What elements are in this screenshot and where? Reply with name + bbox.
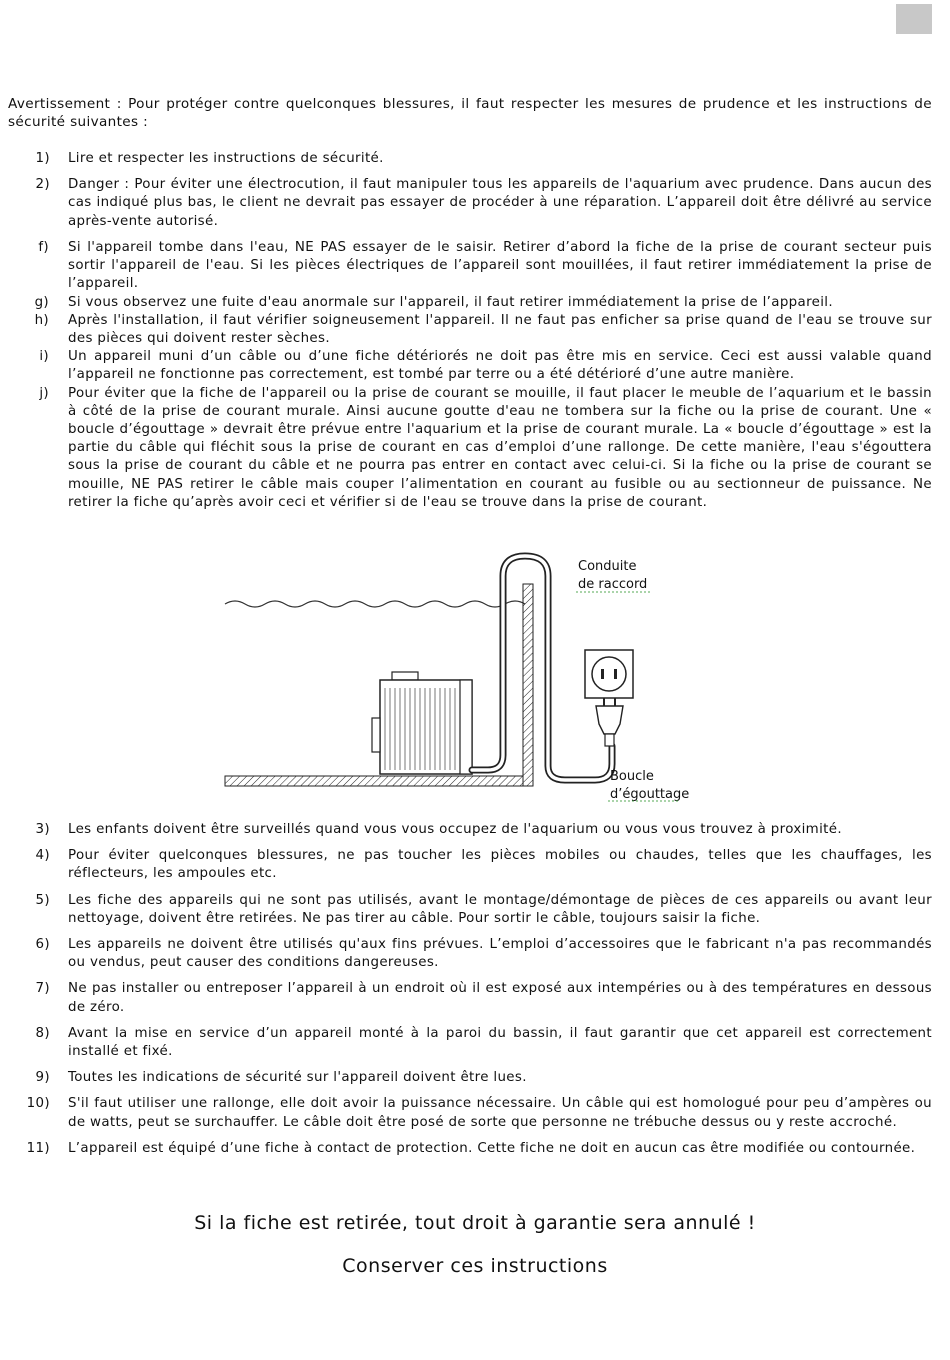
item-number: 8) (35, 1025, 50, 1041)
list-item (8, 1140, 932, 1158)
item-number: 2) (35, 177, 50, 193)
tank-floor (225, 776, 523, 786)
item-number: 3) (35, 822, 50, 837)
item-text: L’appareil est équipé d’une fiche à contact de protection. Cette fiche ne doit en aucun cas être modifiée ou contournée. (68, 1140, 916, 1156)
item-letter: g) (34, 294, 49, 310)
list-item (8, 294, 932, 312)
label-conduit-line2: de raccord (578, 577, 648, 592)
item-letter: h) (34, 312, 49, 328)
tank-wall (523, 584, 533, 786)
drip-loop-diagram (220, 548, 690, 810)
item-number: 6) (35, 937, 50, 953)
list-item (8, 892, 932, 928)
list-item (8, 348, 932, 384)
label-loop-line1: Boucle (610, 769, 654, 784)
item-text: Les fiche des appareils qui ne sont pas utilisés, avant le montage/démontage de pièces de ces appareils ou avant leur nettoyage, doivent être retirées. Ne pas tirer au câble. Pour sortir le câble, toujours saisir la fiche. (68, 892, 932, 926)
item-text: Danger : Pour éviter une électrocution, il faut manipuler tous les appareils de l'aquarium avec prudence. Dans aucun des cas indiqué plus bas, le client ne devrait pas essayer de procéder à une réparation. L’appareil doit être délivré au service après-vente autorisé. (68, 177, 932, 229)
instruction-list-top (8, 150, 932, 231)
item-text: Pour éviter que la fiche de l'appareil ou la prise de courant se mouille, il faut placer le meuble de l’aquarium et le bassin à côté de la prise de courant murale. Ainsi aucune goutte d'eau ne tombera sur la fiche ou la prise de courant. Une « boucle d’égouttage » devrait être prévue entre l'aquarium et la prise de courant murale. La « boucle d’égouttage » est la partie du câble qui fléchit sous la prise de courant en cas d’emploi d’une rallonge. De cette manière, l'eau s'égouttera sous la prise de courant du câble et ne pourra pas entrer en contact avec celui-ci. Si la fiche ou la prise de courant se mouille, NE PAS retirer le câble mais couper l’alimentation en courant au fusible ou au sectionneur de puissance. Ne retirer la fiche qu’après avoir ceci et vérifier si de l'eau se trouve dans la prise de courant. (68, 385, 932, 510)
item-text: Pour éviter quelconques blessures, ne pas toucher les pièces mobiles ou chaudes, telles que les chauffages, les réflecteurs, les ampoules etc. (68, 848, 932, 882)
item-text: Avant la mise en service d’un appareil monté à la paroi du bassin, il faut garantir que cet appareil est correctement installé et fixé. (68, 1025, 932, 1060)
label-loop-line2: d’égouttage (610, 787, 690, 802)
item-letter: i) (39, 349, 49, 365)
label-conduit-line1: Conduite (578, 559, 637, 574)
list-item (8, 821, 932, 839)
list-item (8, 312, 932, 348)
keep-instructions-note: Conserver ces instructions (342, 1255, 608, 1277)
item-text: Un appareil muni d’un câble ou d’une fiche détériorés ne doit pas être mis en service. Ceci est aussi valable quand l’appareil ne fonctionne pas correctement, est tombé par terre ou a été détérioré d’une autre manière. (68, 349, 932, 383)
item-text: Lire et respecter les instructions de sécurité. (68, 151, 384, 166)
item-text: Si l'appareil tombe dans l'eau, NE PAS essayer de le saisir. Retirer d’abord la fiche de la prise de courant secteur puis sortir l'appareil de l'eau. Si les pièces électriques de l’appareil sont mouillées, il faut retirer immédiatement la prise de l’appareil. (68, 240, 932, 292)
list-item (8, 1095, 932, 1131)
list-item (8, 1025, 932, 1061)
item-number: 10) (26, 1096, 50, 1112)
list-item (8, 847, 932, 883)
item-number: 5) (35, 892, 50, 908)
item-text: Après l'installation, il faut vérifier soigneusement l'appareil. Il ne faut pas enficher sa prise quand de l'eau se trouve sur des pièces qui doivent rester sèches. (68, 312, 932, 347)
list-item (8, 150, 932, 168)
list-item (8, 176, 932, 231)
list-item (8, 980, 932, 1016)
warning-intro: Avertissement : Pour protéger contre quelconques blessures, il faut respecter les mesures de prudence et les instructions de sécurité suivantes : (8, 96, 932, 130)
item-number: 11) (26, 1140, 50, 1156)
instruction-list-bottom (8, 821, 932, 1158)
warranty-warning: Si la fiche est retirée, tout droit à garantie sera annulé ! (194, 1212, 756, 1234)
item-letter: j) (39, 385, 49, 401)
item-number: 1) (35, 151, 50, 166)
item-text: Ne pas installer ou entreposer l’appareil à un endroit où il est exposé aux intempéries ou à des températures en dessous de zéro. (68, 981, 932, 1015)
list-item (8, 936, 932, 972)
item-number: 7) (35, 981, 50, 997)
corner-marker (896, 4, 932, 34)
drip-loop-illustration (220, 548, 690, 810)
item-number: 9) (35, 1070, 50, 1086)
plug-icon (596, 698, 623, 746)
item-text: Les enfants doivent être surveillés quand vous vous occupez de l'aquarium ou vous vous trouvez à proximité. (68, 822, 842, 837)
item-text: Les appareils ne doivent être utilisés qu'aux fins prévues. L’emploi d’accessoires que le fabricant n'a pas recommandés ou vendus, peut causer des conditions dangereuses. (68, 937, 932, 971)
list-item (8, 385, 932, 512)
item-number: 4) (35, 848, 50, 864)
list-item (8, 239, 932, 294)
list-item (8, 1069, 932, 1087)
wall-socket-icon (585, 650, 633, 698)
item-letter: f) (38, 240, 49, 255)
instruction-sublist (8, 239, 932, 512)
item-text: Toutes les indications de sécurité sur l'appareil doivent être lues. (68, 1070, 527, 1086)
water-surface (225, 601, 525, 607)
item-text: Si vous observez une fuite d'eau anormale sur l'appareil, il faut retirer immédiatement la prise de l’appareil. (68, 294, 833, 310)
pump-icon (372, 672, 472, 774)
item-text: S'il faut utiliser une rallonge, elle doit avoir la puissance nécessaire. Un câble qui est homologué pour peu d’ampères ou de watts, peut se surchauffer. Le câble doit être posé de sorte que personne ne trébuche dessus ou y reste accroché. (68, 1096, 932, 1130)
